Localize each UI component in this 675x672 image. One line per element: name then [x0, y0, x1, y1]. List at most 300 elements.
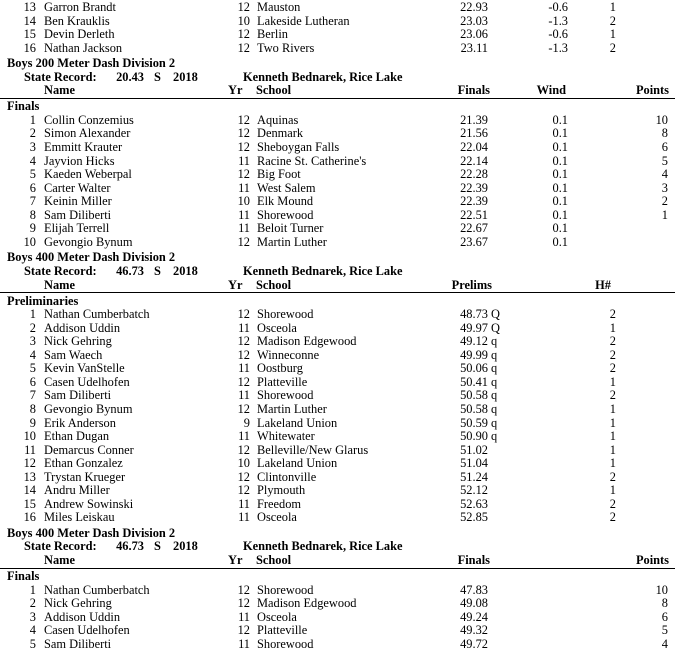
points: 2 [661, 194, 668, 208]
points: 6 [661, 140, 668, 154]
school: Oostburg [257, 361, 303, 375]
col-name: Name [44, 553, 75, 567]
year: 12 [237, 334, 250, 348]
record-time: 46.73 [116, 264, 144, 278]
athlete-name: Collin Conzemius [44, 113, 134, 127]
result-row [0, 307, 675, 321]
points: 5 [661, 623, 668, 637]
place: 13 [23, 0, 36, 14]
place: 12 [23, 456, 36, 470]
mark: 52.12 [460, 483, 488, 497]
result-row [0, 41, 675, 55]
result-row [0, 126, 675, 140]
section-label [0, 294, 675, 308]
year: 10 [237, 14, 250, 28]
athlete-name: Keinin Miller [44, 194, 112, 208]
result-row [0, 181, 675, 195]
points: 4 [661, 637, 668, 651]
school: Freedom [257, 497, 302, 511]
athlete-name: Trystan Krueger [44, 470, 126, 484]
athlete-name: Gevongio Bynum [44, 402, 133, 416]
athlete-name: Sam Diliberti [44, 388, 112, 402]
record-year: 2018 [173, 264, 198, 278]
result-row [0, 610, 675, 624]
school: Shorewood [257, 208, 314, 222]
mark: 22.14 [460, 154, 488, 168]
column-headers [0, 278, 675, 292]
wind: 0.1 [552, 154, 568, 168]
year: 12 [237, 583, 250, 597]
mark: 49.99 [460, 348, 488, 362]
col-prelims: Prelims [451, 278, 492, 292]
wind: 0.1 [552, 194, 568, 208]
heat: 1 [609, 416, 616, 430]
athlete-name: Casen Udelhofen [44, 623, 130, 637]
mark: 23.67 [460, 235, 488, 249]
place: 9 [29, 416, 36, 430]
mark: 51.24 [460, 470, 488, 484]
school: Osceola [257, 510, 297, 524]
result-row [0, 348, 675, 362]
year: 11 [238, 388, 250, 402]
heat: 1 [609, 429, 616, 443]
col-wind: Wind [536, 83, 566, 97]
school: Madison Edgewood [257, 596, 357, 610]
record-holder: Kenneth Bednarek, Rice Lake [243, 264, 403, 278]
mark: 50.90 [460, 429, 488, 443]
event-title-text: Boys 400 Meter Dash Division 2 [7, 250, 176, 264]
heat: 2 [609, 510, 616, 524]
record-flag: S [154, 539, 161, 553]
section-label [0, 569, 675, 583]
col-school: School [256, 83, 292, 97]
record-label: State Record: [24, 539, 97, 553]
mark: 21.39 [460, 113, 488, 127]
school: Big Foot [257, 167, 301, 181]
year: 12 [237, 307, 250, 321]
athlete-name: Addison Uddin [44, 610, 121, 624]
mark: 23.11 [460, 41, 488, 55]
col-name: Name [44, 83, 75, 97]
heat: 2 [609, 41, 616, 55]
school: Clintonville [257, 470, 317, 484]
mark: 51.04 [460, 456, 488, 470]
athlete-name: Sam Waech [44, 348, 103, 362]
athlete-name: Nick Gehring [44, 596, 112, 610]
place: 3 [29, 140, 36, 154]
place: 7 [29, 388, 36, 402]
wind: -0.6 [548, 0, 568, 14]
school: Shorewood [257, 307, 314, 321]
school: Berlin [257, 27, 288, 41]
result-row [0, 429, 675, 443]
result-row [0, 456, 675, 470]
result-row [0, 221, 675, 235]
athlete-name: Gevongio Bynum [44, 235, 133, 249]
mark: 50.58 [460, 388, 488, 402]
athlete-name: Devin Derleth [44, 27, 115, 41]
place: 2 [29, 321, 36, 335]
record-flag: S [154, 70, 161, 84]
heat: 2 [609, 334, 616, 348]
points: 8 [661, 126, 668, 140]
event-title [0, 526, 675, 540]
heat: 1 [609, 456, 616, 470]
result-row [0, 388, 675, 402]
mark: 22.51 [460, 208, 488, 222]
athlete-name: Sam Diliberti [44, 208, 112, 222]
athlete-name: Jayvion Hicks [44, 154, 115, 168]
athlete-name: Miles Leiskau [44, 510, 115, 524]
mark: 50.58 [460, 402, 488, 416]
place: 5 [29, 361, 36, 375]
points: 10 [655, 113, 668, 127]
year: 11 [238, 610, 250, 624]
place: 9 [29, 221, 36, 235]
school: Shorewood [257, 583, 314, 597]
place: 15 [23, 27, 36, 41]
place: 1 [29, 307, 36, 321]
col-heat: H# [595, 278, 611, 292]
section-finals: Finals [7, 569, 40, 583]
place: 4 [29, 154, 36, 168]
points: 5 [661, 154, 668, 168]
heat: 2 [609, 14, 616, 28]
athlete-name: Nathan Cumberbatch [44, 583, 150, 597]
school: Osceola [257, 610, 297, 624]
wind: 0.1 [552, 140, 568, 154]
year: 11 [238, 497, 250, 511]
year: 12 [237, 443, 250, 457]
year: 12 [237, 140, 250, 154]
points: 1 [661, 208, 668, 222]
result-row [0, 140, 675, 154]
qualifier: q [491, 375, 498, 389]
place: 1 [29, 583, 36, 597]
place: 16 [23, 41, 36, 55]
school: Belleville/New Glarus [257, 443, 369, 457]
place: 14 [23, 14, 36, 28]
school: Mauston [257, 0, 301, 14]
wind: 0.1 [552, 208, 568, 222]
qualifier: q [491, 348, 498, 362]
school: Plymouth [257, 483, 306, 497]
school: Platteville [257, 623, 308, 637]
result-row [0, 596, 675, 610]
divider-rule [0, 292, 675, 293]
col-points: Points [635, 83, 669, 97]
qualifier: q [491, 429, 498, 443]
school: Martin Luther [257, 402, 327, 416]
column-headers [0, 553, 675, 567]
year: 12 [237, 126, 250, 140]
mark: 49.08 [460, 596, 488, 610]
qualifier: q [491, 388, 498, 402]
heat: 2 [609, 388, 616, 402]
wind: 0.1 [552, 113, 568, 127]
col-school: School [256, 278, 292, 292]
mark: 50.59 [460, 416, 488, 430]
state-record [0, 70, 675, 84]
heat: 2 [609, 497, 616, 511]
school: Lakeland Union [257, 416, 338, 430]
place: 3 [29, 334, 36, 348]
qualifier: Q [491, 321, 500, 335]
mark: 22.67 [460, 221, 488, 235]
athlete-name: Sam Diliberti [44, 637, 112, 651]
qualifier: q [491, 334, 498, 348]
school: West Salem [257, 181, 316, 195]
record-year: 2018 [173, 70, 198, 84]
result-row [0, 113, 675, 127]
year: 12 [237, 0, 250, 14]
qualifier: q [491, 402, 498, 416]
year: 12 [237, 402, 250, 416]
year: 11 [238, 181, 250, 195]
event-title-text: Boys 200 Meter Dash Division 2 [7, 56, 176, 70]
result-row [0, 470, 675, 484]
qualifier: q [491, 416, 498, 430]
record-time: 20.43 [116, 70, 144, 84]
athlete-name: Carter Walter [44, 181, 111, 195]
athlete-name: Ethan Dugan [44, 429, 110, 443]
place: 14 [23, 483, 36, 497]
heat: 1 [609, 27, 616, 41]
year: 12 [237, 623, 250, 637]
place: 2 [29, 596, 36, 610]
year: 12 [237, 348, 250, 362]
athlete-name: Nathan Cumberbatch [44, 307, 150, 321]
record-holder: Kenneth Bednarek, Rice Lake [243, 70, 403, 84]
place: 1 [29, 113, 36, 127]
mark: 49.12 [460, 334, 488, 348]
athlete-name: Demarcus Conner [44, 443, 134, 457]
school: Whitewater [257, 429, 315, 443]
athlete-name: Emmitt Krauter [44, 140, 123, 154]
section-prelims: Preliminaries [7, 294, 79, 308]
place: 7 [29, 194, 36, 208]
heat: 2 [609, 470, 616, 484]
column-headers [0, 83, 675, 97]
qualifier: Q [491, 307, 500, 321]
mark: 21.56 [460, 126, 488, 140]
col-yr: Yr [228, 83, 243, 97]
heat: 2 [609, 348, 616, 362]
year: 12 [237, 167, 250, 181]
result-row [0, 167, 675, 181]
mark: 49.97 [460, 321, 488, 335]
wind: -1.3 [548, 14, 568, 28]
place: 8 [29, 402, 36, 416]
year: 12 [237, 113, 250, 127]
result-row [0, 208, 675, 222]
athlete-name: Casen Udelhofen [44, 375, 130, 389]
result-row [0, 361, 675, 375]
mark: 23.06 [460, 27, 488, 41]
mark: 48.73 [460, 307, 488, 321]
year: 12 [237, 470, 250, 484]
place: 11 [24, 443, 36, 457]
school: Sheboygan Falls [257, 140, 340, 154]
school: Shorewood [257, 637, 314, 651]
place: 10 [23, 235, 36, 249]
result-row [0, 321, 675, 335]
heat: 1 [609, 375, 616, 389]
record-holder: Kenneth Bednarek, Rice Lake [243, 539, 403, 553]
year: 12 [237, 596, 250, 610]
year: 11 [238, 429, 250, 443]
school: Denmark [257, 126, 304, 140]
state-record [0, 264, 675, 278]
col-yr: Yr [228, 553, 243, 567]
col-finals: Finals [457, 553, 490, 567]
points: 4 [661, 167, 668, 181]
athlete-name: Elijah Terrell [44, 221, 110, 235]
wind: 0.1 [552, 181, 568, 195]
year: 12 [237, 483, 250, 497]
wind: 0.1 [552, 235, 568, 249]
mark: 49.32 [460, 623, 488, 637]
school: Platteville [257, 375, 308, 389]
school: Shorewood [257, 388, 314, 402]
record-label: State Record: [24, 264, 97, 278]
result-row [0, 497, 675, 511]
place: 4 [29, 623, 36, 637]
mark: 22.28 [460, 167, 488, 181]
result-row [0, 194, 675, 208]
heat: 1 [609, 321, 616, 335]
heat: 2 [609, 361, 616, 375]
athlete-name: Addison Uddin [44, 321, 121, 335]
school: Osceola [257, 321, 297, 335]
points: 6 [661, 610, 668, 624]
heat: 2 [609, 307, 616, 321]
place: 15 [23, 497, 36, 511]
wind: 0.1 [552, 167, 568, 181]
result-row [0, 623, 675, 637]
school: Two Rivers [257, 41, 315, 55]
wind: 0.1 [552, 126, 568, 140]
year: 11 [238, 510, 250, 524]
year: 11 [238, 221, 250, 235]
heat: 1 [609, 483, 616, 497]
school: Madison Edgewood [257, 334, 357, 348]
record-label: State Record: [24, 70, 97, 84]
school: Lakeside Lutheran [257, 14, 350, 28]
athlete-name: Nathan Jackson [44, 41, 123, 55]
result-row [0, 402, 675, 416]
mark: 22.39 [460, 194, 488, 208]
mark: 47.83 [460, 583, 488, 597]
result-row [0, 0, 675, 14]
mark: 52.85 [460, 510, 488, 524]
mark: 50.06 [460, 361, 488, 375]
mark: 22.39 [460, 181, 488, 195]
record-year: 2018 [173, 539, 198, 553]
year: 10 [237, 194, 250, 208]
event-title [0, 250, 675, 264]
school: Elk Mound [257, 194, 314, 208]
year: 12 [237, 41, 250, 55]
place: 5 [29, 167, 36, 181]
heat: 1 [609, 402, 616, 416]
col-name: Name [44, 278, 75, 292]
athlete-name: Andrew Sowinski [44, 497, 134, 511]
result-row [0, 334, 675, 348]
school: Beloit Turner [257, 221, 324, 235]
school: Racine St. Catherine's [257, 154, 367, 168]
heat: 1 [609, 0, 616, 14]
mark: 51.02 [460, 443, 488, 457]
mark: 49.72 [460, 637, 488, 651]
record-flag: S [154, 264, 161, 278]
year: 12 [237, 27, 250, 41]
result-row [0, 154, 675, 168]
wind: 0.1 [552, 221, 568, 235]
school: Aquinas [257, 113, 299, 127]
year: 10 [237, 456, 250, 470]
place: 6 [29, 375, 36, 389]
place: 6 [29, 181, 36, 195]
mark: 52.63 [460, 497, 488, 511]
result-row [0, 483, 675, 497]
athlete-name: Kaeden Weberpal [44, 167, 132, 181]
result-row [0, 14, 675, 28]
place: 10 [23, 429, 36, 443]
qualifier: q [491, 361, 498, 375]
place: 16 [23, 510, 36, 524]
points: 3 [661, 181, 668, 195]
result-row [0, 235, 675, 249]
col-finals: Finals [457, 83, 490, 97]
result-row [0, 637, 675, 651]
col-yr: Yr [228, 278, 243, 292]
year: 11 [238, 637, 250, 651]
event-title-text: Boys 400 Meter Dash Division 2 [7, 526, 176, 540]
result-row [0, 375, 675, 389]
year: 12 [237, 235, 250, 249]
result-row [0, 416, 675, 430]
athlete-name: Ben Krauklis [44, 14, 110, 28]
school: Martin Luther [257, 235, 327, 249]
year: 11 [238, 208, 250, 222]
athlete-name: Kevin VanStelle [44, 361, 125, 375]
mark: 22.04 [460, 140, 488, 154]
year: 11 [238, 321, 250, 335]
state-record [0, 539, 675, 553]
place: 4 [29, 348, 36, 362]
athlete-name: Ethan Gonzalez [44, 456, 123, 470]
record-time: 46.73 [116, 539, 144, 553]
mark: 23.03 [460, 14, 488, 28]
section-finals: Finals [7, 99, 40, 113]
event-title [0, 56, 675, 70]
col-points: Points [635, 553, 669, 567]
result-row [0, 510, 675, 524]
athlete-name: Nick Gehring [44, 334, 112, 348]
year: 11 [238, 154, 250, 168]
athlete-name: Simon Alexander [44, 126, 131, 140]
place: 13 [23, 470, 36, 484]
mark: 22.93 [460, 0, 488, 14]
points: 8 [661, 596, 668, 610]
year: 9 [243, 416, 250, 430]
place: 3 [29, 610, 36, 624]
mark: 50.41 [460, 375, 488, 389]
col-school: School [256, 553, 292, 567]
athlete-name: Andru Miller [44, 483, 110, 497]
mark: 49.24 [460, 610, 488, 624]
